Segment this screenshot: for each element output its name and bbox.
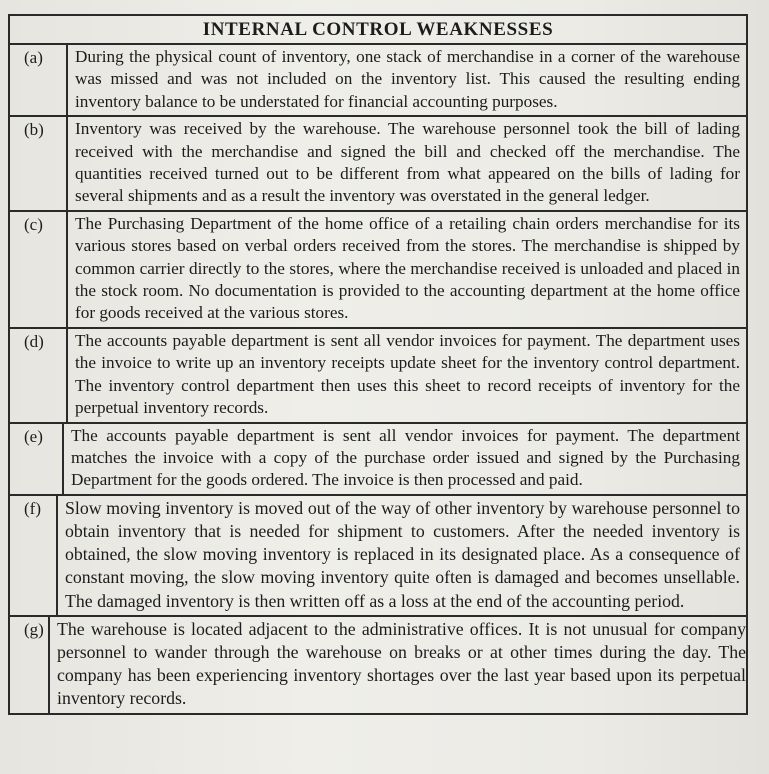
row-text: During the physical count of inventory, one stack of merchandise in a corner of the warehouse was missed and was not included on the inventory list. This caused the resulting ending inventory balance to be understated for financial accounting purposes. [75,47,740,111]
internal-control-table [8,14,748,715]
table-row [10,45,746,117]
row-text: The accounts payable department is sent all vendor invoices for payment. The department uses the invoice to write up an inventory receipts update sheet for the inventory control department. The inventory control department then uses this sheet to record receipts of inventory for the perpetual inventory records. [75,330,740,418]
row-label: (f) [10,496,58,615]
row-text: The Purchasing Department of the home office of a retailing chain orders merchandise for its various stores based on verbal orders received from the stores. The merchandise is shipped by common carrier directly to the stores, where the merchandise received is unloaded and placed in the stock room. No documentation is provided to the accounting department at the home office for goods received at the various stores. [75,213,740,323]
table-row [10,329,746,424]
row-label: (c) [10,212,68,327]
row-label: (a) [10,45,68,115]
row-text: Inventory was received by the warehouse. The warehouse personnel took the bill of lading received with the merchandise and signed the bill and checked off the merchandise. The quantities received turned out to be different from what appeared on the bills of lading for several shipments and as a result the inventory was overstated in the general ledger. [75,119,740,206]
row-label: (g) [10,617,50,713]
table-row [10,496,746,617]
table-row [10,617,746,713]
table-row [10,212,746,329]
row-label: (b) [10,117,68,210]
table-row [10,117,746,212]
row-label: (d) [10,329,68,422]
row-text: The warehouse is located adjacent to the administrative offices. It is not unusual for company personnel to wander through the warehouse on breaks or at other times during the day. The company has been experiencing inventory shortages over the last year based upon its perpetual inventory records. [57,618,746,709]
row-text: The accounts payable department is sent all vendor invoices for payment. The department matches the invoice with a copy of the purchase order issued and signed by the Purchasing Department for the goods ordered. The invoice is then processed and paid. [71,425,740,490]
row-label: (e) [10,424,64,494]
table-row [10,424,746,496]
row-text: Slow moving inventory is moved out of the way of other inventory by warehouse personnel to obtain inventory that is needed for shipment to customers. After the needed inventory is obtained, the slow moving inventory is replaced in its designated place. As a consequence of constant moving, the slow moving inventory quite often is damaged and becomes unsellable. The damaged inventory is then written off as a loss at the end of the accounting period. [65,497,740,611]
table-title: INTERNAL CONTROL WEAKNESSES [10,16,746,45]
